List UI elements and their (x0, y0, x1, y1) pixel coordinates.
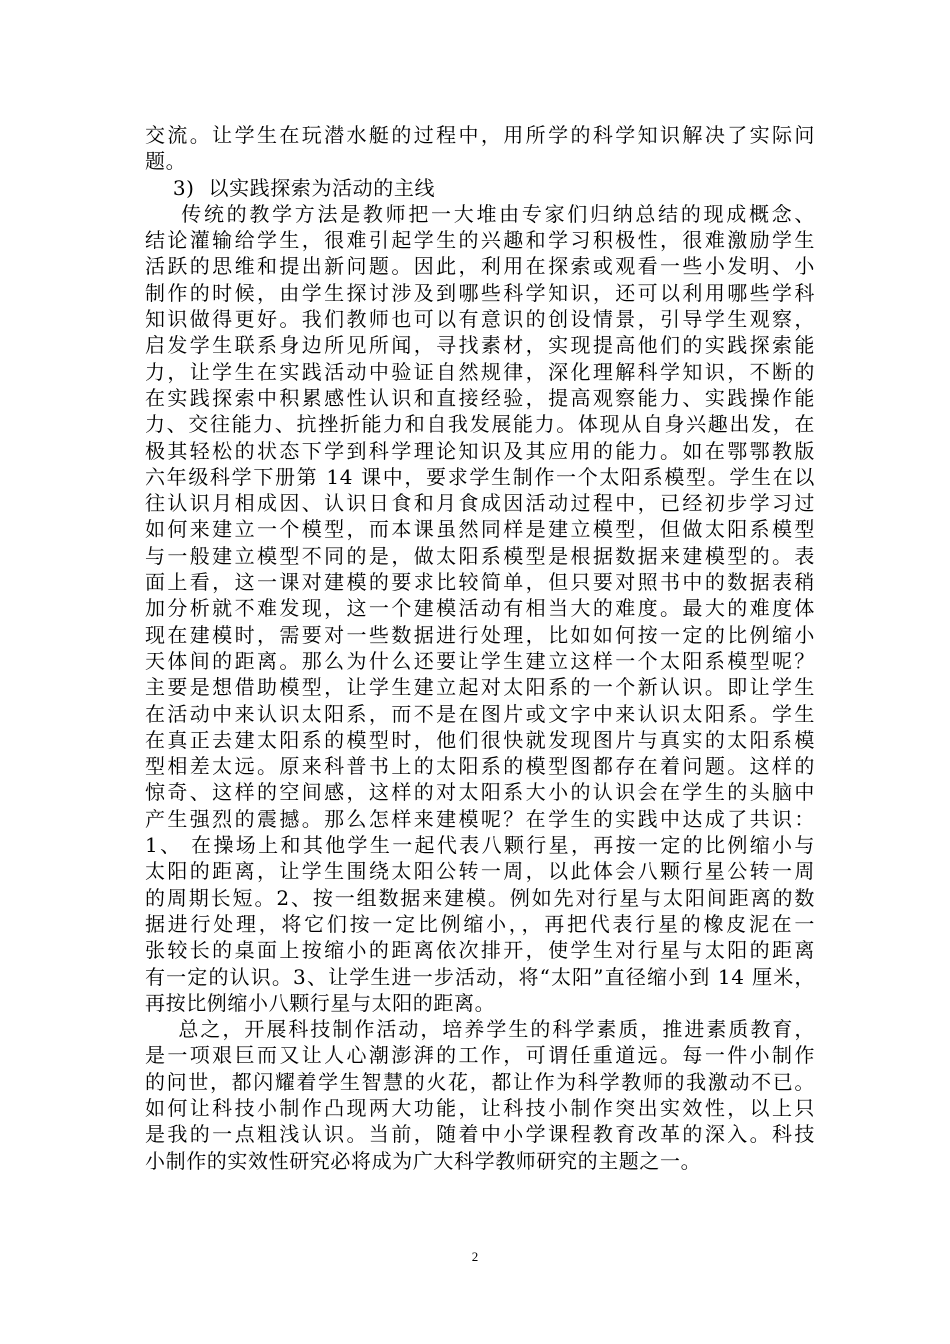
text-line: 题。 (145, 149, 187, 174)
text-line: 总之，开展科技制作活动，培养学生的科学素质，推进素质教育， (145, 1017, 815, 1042)
text-line: 太阳的距离，让学生围绕太阳公转一周，以此体会八颗行星公转一周 (145, 859, 815, 884)
text-line: 是我的一点粗浅认识。当前，随着中小学课程教育改革的深入。科技 (145, 1122, 815, 1147)
text-line: 在实践探索中积累感性认识和直接经验，提高观察能力、实践操作能 (145, 385, 815, 410)
text-line: 往认识月相成因、认识日食和月食成因活动过程中，已经初步学习过 (145, 491, 815, 516)
text-line: 知识做得更好。我们教师也可以有意识的创设情景，引导学生观察， (145, 307, 815, 332)
text-line: 交流。让学生在玩潜水艇的过程中，用所学的科学知识解决了实际问 (145, 123, 815, 147)
text-line: 结论灌输给学生，很难引起学生的兴趣和学习积极性，很难激励学生 (145, 228, 815, 253)
text-line: 是一项艰巨而又让人心潮澎湃的工作，可谓任重道远。每一件小制作 (145, 1043, 815, 1068)
text-line: 启发学生联系身边所见所闻，寻找素材，实现提高他们的实践探索能 (145, 333, 815, 358)
text-line: 1、 在操场上和其他学生一起代表八颗行星，再按一定的比例缩小与 (145, 833, 815, 858)
document-body (145, 122, 815, 1174)
text-line: 小制作的实效性研究必将成为广大科学教师研究的主题之一。 (145, 1148, 702, 1173)
text-line: 与一般建立模型不同的是，做太阳系模型是根据数据来建模型的。表 (145, 543, 815, 568)
text-line: 力、交往能力、抗挫折能力和自我发展能力。体现从自身兴趣出发，在 (145, 412, 815, 437)
text-line: 如何来建立一个模型，而本课虽然同样是建立模型，但做太阳系模型 (145, 517, 815, 542)
text-line: 主要是想借助模型，让学生建立起对太阳系的一个新认识。即让学生 (145, 675, 815, 700)
text-line: 3) 以实践探索为活动的主线 (145, 175, 436, 200)
text-line: 据进行处理，将它们按一定比例缩小，，再把代表行星的橡皮泥在一 (145, 911, 815, 936)
text-line: 天体间的距离。那么为什么还要让学生建立这样一个太阳系模型呢？ (145, 648, 815, 673)
text-line: 六年级科学下册第 14 课中，要求学生制作一个太阳系模型。学生在以 (145, 464, 815, 489)
text-line: 加分析就不难发现，这一个建模活动有相当大的难度。最大的难度体 (145, 596, 815, 621)
text-line: 现在建模时，需要对一些数据进行处理，比如如何按一定的比例缩小 (145, 622, 815, 647)
text-line: 力，让学生在实践活动中验证自然规律，深化理解科学知识，不断的 (145, 359, 815, 384)
text-line: 的周期长短。2、按一组数据来建模。例如先对行星与太阳间距离的数 (145, 885, 815, 910)
text-line: 极其轻松的状态下学到科学理论知识及其应用的能力。如在鄂鄂教版 (145, 438, 815, 463)
text-line: 再按比例缩小八颗行星与太阳的距离。 (145, 990, 496, 1015)
page-number: 2 (471, 1249, 479, 1264)
text-line: 型相差太远。原来科普书上的太阳系的模型图都存在着问题。这样的 (145, 754, 815, 779)
text-line: 如何让科技小制作凸现两大功能，让科技小制作突出实效性，以上只 (145, 1095, 815, 1120)
text-line: 的问世，都闪耀着学生智慧的火花，都让作为科学教师的我激动不已。 (145, 1069, 815, 1094)
text-line: 在活动中来认识太阳系，而不是在图片或文字中来认识太阳系。学生 (145, 701, 815, 726)
text-line: 在真正去建太阳系的模型时，他们很快就发现图片与真实的太阳系模 (145, 727, 815, 752)
text-line: 活跃的思维和提出新问题。因此，利用在探索或观看一些小发明、小 (145, 254, 815, 279)
text-line: 产生强烈的震撼。那么怎样来建模呢？在学生的实践中达成了共识： (145, 806, 815, 831)
text-line: 张较长的桌面上按缩小的距离依次排开，使学生对行星与太阳的距离 (145, 938, 815, 963)
text-line: 制作的时候，由学生探讨涉及到哪些科学知识，还可以利用哪些学科 (145, 280, 815, 305)
text-line: 面上看，这一课对建模的要求比较简单，但只要对照书中的数据表稍 (145, 570, 815, 595)
text-line: 有一定的认识。3、让学生进一步活动，将“太阳”直径缩小到 14 厘米， (145, 964, 815, 989)
text-line: 惊奇、这样的空间感，这样的对太阳系大小的认识会在学生的头脑中 (145, 780, 815, 805)
text-line: 传统的教学方法是教师把一大堆由专家们归纳总结的现成概念、 (145, 201, 815, 226)
